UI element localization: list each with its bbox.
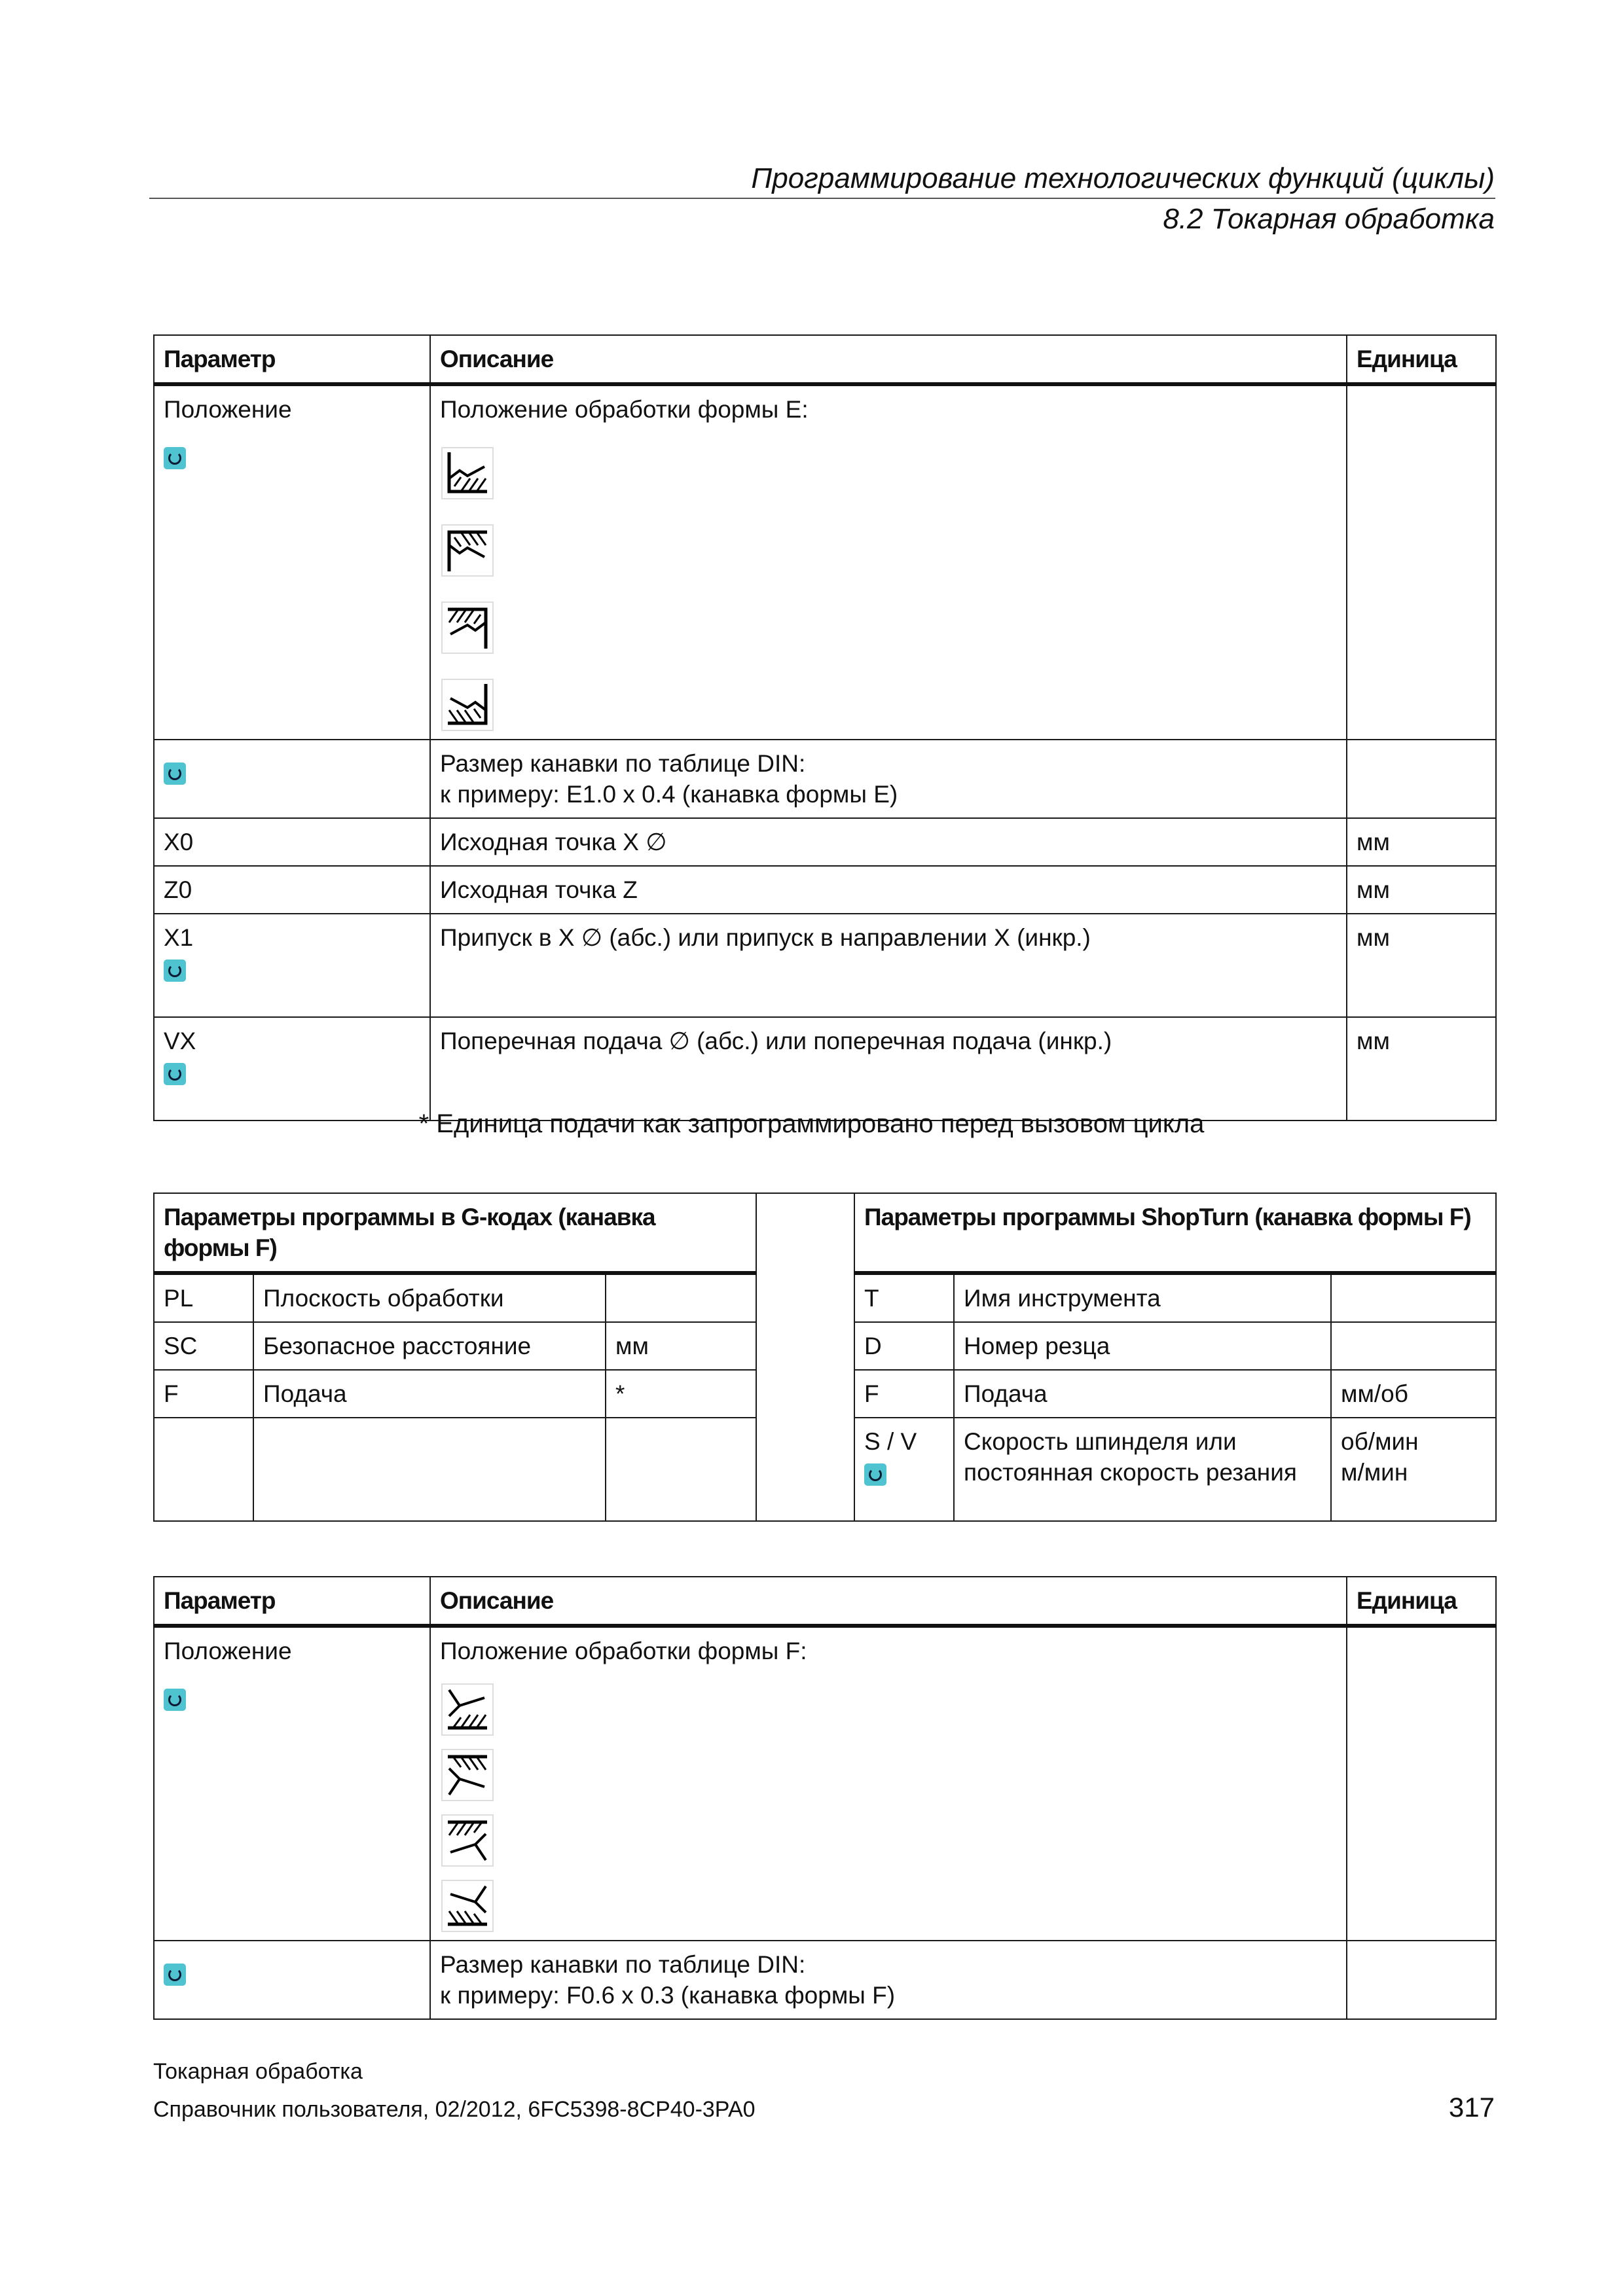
param-name: PL <box>154 1273 253 1322</box>
column-header-description: Описание <box>430 1577 1347 1626</box>
groove-e-position-4-icon[interactable] <box>441 679 494 731</box>
page-number: 317 <box>1448 2092 1495 2123</box>
column-header-unit: Единица <box>1347 335 1496 384</box>
groove-f-position-2-icon[interactable] <box>441 1749 494 1801</box>
column-header-description: Описание <box>430 335 1347 384</box>
spacer-column <box>756 1193 854 1521</box>
cycle-toggle-icon[interactable] <box>164 1063 186 1085</box>
param-description: Положение обработки формы F: <box>440 1638 807 1664</box>
param-description: Безопасное расстояние <box>253 1322 606 1370</box>
param-unit: мм <box>1347 818 1496 866</box>
column-header-parameter: Параметр <box>154 335 430 384</box>
param-description: Скорость шпинделя или <box>964 1428 1237 1455</box>
param-description: Подача <box>954 1370 1331 1418</box>
cycle-toggle-icon[interactable] <box>164 1964 186 1986</box>
param-unit: мм <box>1347 1017 1496 1121</box>
program-parameters-table <box>153 1193 1497 1522</box>
param-name: D <box>854 1322 954 1370</box>
param-description-example: к примеру: F0.6 x 0.3 (канавка формы F) <box>440 1982 896 2009</box>
param-name: X0 <box>154 818 430 866</box>
gcode-params-header: Параметры программы в G-кодах (канавка формы F) <box>154 1193 756 1273</box>
table-row <box>154 818 1496 866</box>
param-unit: м/мин <box>1341 1459 1408 1486</box>
groove-e-position-1-icon[interactable] <box>441 447 494 499</box>
table-row <box>154 740 1496 818</box>
param-name: Z0 <box>154 866 430 914</box>
table-row <box>154 384 1496 740</box>
shopturn-params-header: Параметры программы ShopTurn (канавка формы F) <box>854 1193 1496 1273</box>
param-unit <box>606 1273 756 1322</box>
param-name: Положение <box>164 396 292 423</box>
param-description: Размер канавки по таблице DIN: <box>440 1951 806 1978</box>
cycle-toggle-icon[interactable] <box>164 447 186 469</box>
table-row <box>154 866 1496 914</box>
table-row <box>154 1017 1496 1121</box>
header-divider <box>149 198 1495 199</box>
column-header-parameter: Параметр <box>154 1577 430 1626</box>
param-unit: мм <box>1347 866 1496 914</box>
footer-title: Токарная обработка <box>153 2059 363 2084</box>
groove-f-position-1-icon[interactable] <box>441 1683 494 1736</box>
cycle-toggle-icon[interactable] <box>164 762 186 785</box>
section-title: 8.2 Токарная обработка <box>1163 203 1495 235</box>
param-description: Размер канавки по таблице DIN: <box>440 750 806 777</box>
param-name: X1 <box>164 924 194 951</box>
cycle-toggle-icon[interactable] <box>864 1463 886 1486</box>
param-description-example: к примеру: E1.0 x 0.4 (канавка формы E) <box>440 781 898 808</box>
groove-e-position-2-icon[interactable] <box>441 524 494 577</box>
param-unit: мм/об <box>1331 1370 1496 1418</box>
column-header-unit: Единица <box>1347 1577 1496 1626</box>
param-name: SC <box>154 1322 253 1370</box>
groove-f-position-4-icon[interactable] <box>441 1880 494 1932</box>
param-description: Исходная точка Z <box>430 866 1347 914</box>
footer-manual-info: Справочник пользователя, 02/2012, 6FC5398-8CP40-3PA0 <box>153 2097 756 2122</box>
param-description: Поперечная подача ∅ (абс.) или поперечная подача (инкр.) <box>430 1017 1347 1121</box>
param-description: Положение обработки формы E: <box>440 396 809 423</box>
param-description: Припуск в X ∅ (абс.) или припуск в направлении X (инкр.) <box>430 914 1347 1017</box>
param-unit <box>1331 1273 1496 1322</box>
param-unit: * <box>606 1370 756 1418</box>
param-name: Положение <box>164 1638 292 1664</box>
param-unit: мм <box>1347 914 1496 1017</box>
param-unit: об/мин <box>1341 1428 1419 1455</box>
param-unit: мм <box>606 1322 756 1370</box>
cycle-toggle-icon[interactable] <box>164 960 186 982</box>
param-description: Имя инструмента <box>954 1273 1331 1322</box>
groove-e-position-3-icon[interactable] <box>441 601 494 654</box>
param-description: Номер резца <box>954 1322 1331 1370</box>
param-description: Исходная точка X ∅ <box>430 818 1347 866</box>
cycle-toggle-icon[interactable] <box>164 1689 186 1711</box>
groove-f-position-3-icon[interactable] <box>441 1814 494 1867</box>
chapter-title: Программирование технологических функций (циклы) <box>751 162 1495 194</box>
param-description: Плоскость обработки <box>253 1273 606 1322</box>
table-row <box>154 1941 1496 2019</box>
parameter-table-form-f <box>153 1576 1497 2020</box>
param-unit <box>1331 1322 1496 1370</box>
param-name: F <box>154 1370 253 1418</box>
parameter-table-form-e <box>153 334 1497 1121</box>
param-name: S / V <box>864 1428 917 1455</box>
table-row <box>154 914 1496 1017</box>
param-name: F <box>854 1370 954 1418</box>
param-name: VX <box>164 1028 196 1054</box>
feed-unit-footnote: * Единица подачи как запрограммировано перед вызовом цикла <box>418 1109 1205 1138</box>
param-description: постоянная скорость резания <box>964 1459 1297 1486</box>
param-description: Подача <box>253 1370 606 1418</box>
table-row <box>154 1626 1496 1941</box>
param-name: T <box>854 1273 954 1322</box>
